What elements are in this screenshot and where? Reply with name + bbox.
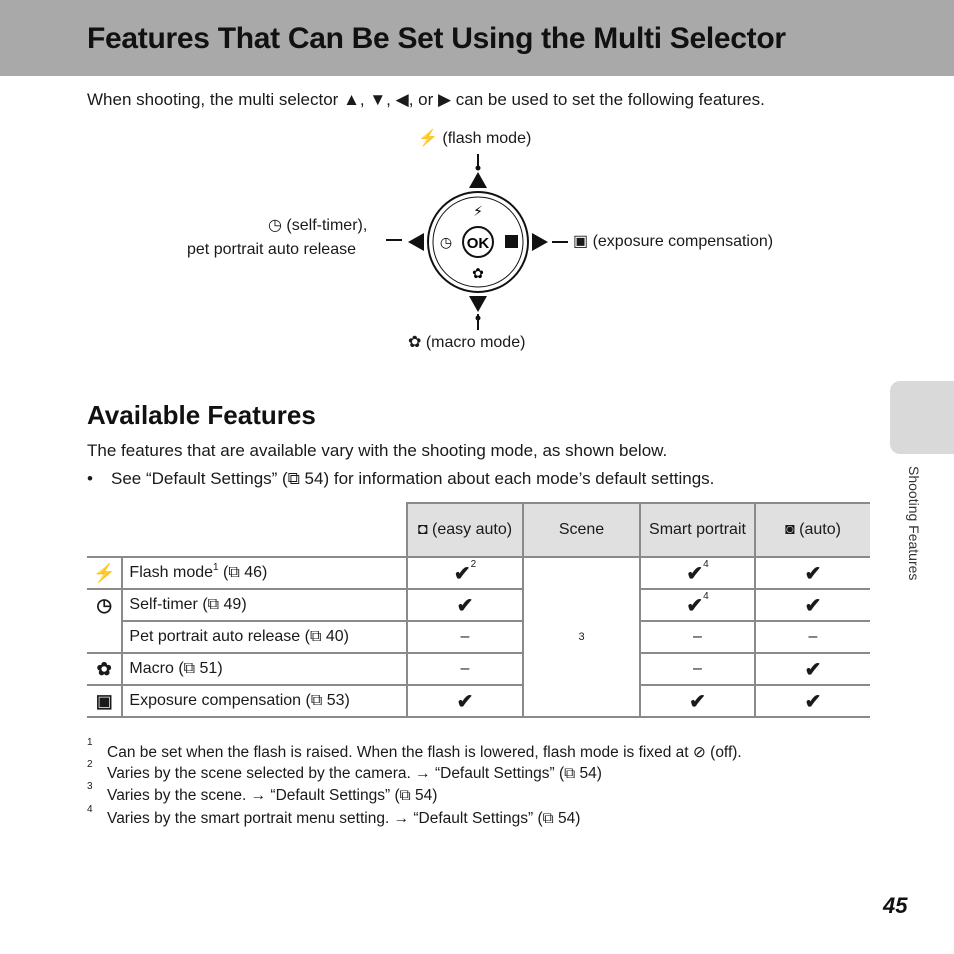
macro-mode-label: ✿ (macro mode): [408, 334, 526, 351]
self-timer-icon: ◷: [87, 589, 122, 621]
right-connector: [552, 241, 568, 243]
cell-easy: –: [407, 621, 523, 653]
up-arrow-icon: [469, 172, 487, 188]
self-timer-icon: ◷: [439, 235, 453, 251]
macro-icon: ✿: [87, 653, 122, 685]
left-arrow-icon: [408, 233, 424, 251]
flash-icon: ⚡: [87, 557, 122, 589]
exposure-icon: [505, 235, 518, 248]
side-tab-label: Shooting Features: [906, 466, 922, 581]
row-icon-empty: [87, 621, 122, 653]
row-name: Pet portrait auto release (⧉ 40): [122, 621, 407, 653]
col-header-easy-auto: ◘ (easy auto): [407, 503, 523, 557]
row-name: Exposure compensation (⧉ 53): [122, 685, 407, 717]
cell-auto: ✔: [755, 589, 870, 621]
cell-smart: ✔$^4$: [640, 557, 755, 589]
page-number: 45: [883, 893, 908, 918]
header-bar: [0, 0, 954, 76]
table-row: [87, 589, 870, 621]
cell-auto: ✔: [755, 653, 870, 685]
col-header-smart-portrait: Smart portrait: [640, 503, 755, 557]
self-timer-label: ◷ (self-timer),: [268, 217, 368, 234]
ok-label: OK: [466, 235, 490, 252]
cell-auto: ✔: [755, 557, 870, 589]
table-row: [87, 557, 870, 589]
cell-smart: ✔$^4$: [640, 589, 755, 621]
cell-easy: ✔: [407, 685, 523, 717]
pet-portrait-label: pet portrait auto release: [187, 241, 356, 258]
page-title: Features That Can Be Set Using the Multi Selector: [87, 22, 786, 55]
section-paragraph: The features that are available vary with the shooting mode, as shown below.: [87, 441, 668, 460]
left-connector: [386, 239, 406, 241]
down-arrow-icon: [469, 296, 487, 312]
exposure-icon: ▣: [87, 685, 122, 717]
header-empty: [87, 503, 407, 557]
cell-easy: –: [407, 653, 523, 685]
cell-easy: ✔: [407, 589, 523, 621]
row-name: Flash mode$^1$ (⧉ 46): [122, 557, 407, 589]
intro-text: When shooting, the multi selector ▲, ▼, ◀, or ▶ can be used to set the following features.: [87, 90, 765, 109]
table-row: [87, 685, 870, 717]
row-name: Macro (⧉ 51): [122, 653, 407, 685]
flash-mode-label: ⚡ (flash mode): [418, 130, 532, 147]
bullet-item: [87, 469, 714, 489]
section-title: Available Features: [87, 400, 316, 430]
multi-selector-diagram: [380, 150, 580, 340]
macro-icon: ✿: [472, 266, 484, 282]
table-row: [87, 653, 870, 685]
row-name: Self-timer (⧉ 49): [122, 589, 407, 621]
features-table: [87, 502, 870, 718]
side-tab: [890, 381, 954, 454]
cell-easy: ✔$^2$: [407, 557, 523, 589]
bullet-text: See “Default Settings” (⧉ 54) for information about each mode’s default settings.: [111, 469, 715, 488]
cell-smart: –: [640, 653, 755, 685]
col-header-auto: ◙ (auto): [755, 503, 870, 557]
flash-icon: ⚡: [473, 204, 483, 220]
cell-smart: –: [640, 621, 755, 653]
cell-scene-merged: 3: [523, 557, 640, 717]
table-row: [87, 621, 870, 653]
cell-auto: –: [755, 621, 870, 653]
bullet-dot: •: [87, 469, 93, 488]
table-header-row: [87, 503, 870, 557]
exposure-label: ▣ (exposure compensation): [573, 233, 774, 250]
right-arrow-icon: [532, 233, 548, 251]
cell-auto: ✔: [755, 685, 870, 717]
col-header-scene: Scene: [523, 503, 640, 557]
cell-smart: ✔: [640, 685, 755, 717]
